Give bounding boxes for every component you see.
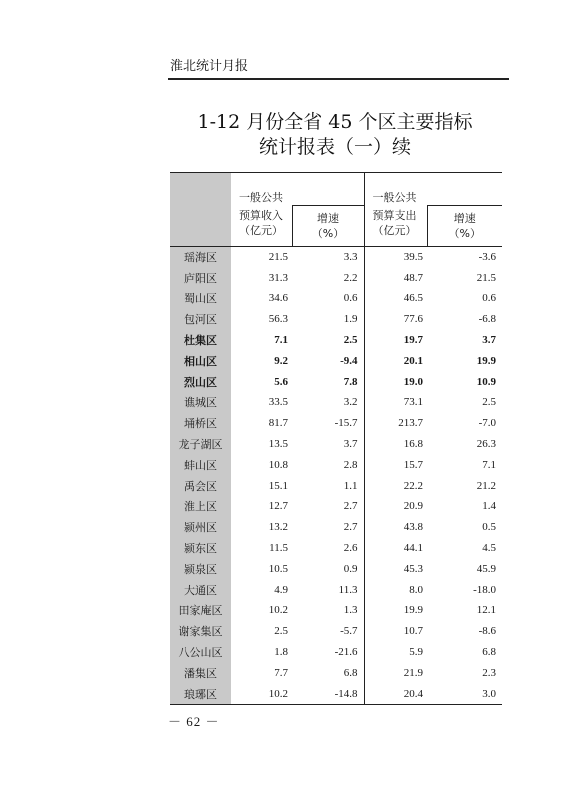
- expenditure-cell: 15.7: [364, 454, 427, 475]
- district-name-cell: 蚌山区: [170, 454, 231, 475]
- revenue-cell: 10.2: [231, 683, 292, 704]
- expenditure-growth-cell: 0.5: [482, 521, 496, 534]
- district-name-cell: 龙子湖区: [170, 434, 231, 455]
- district-name-cell: 大通区: [170, 579, 231, 600]
- revenue-cell: 12.7: [268, 500, 288, 513]
- revenue-cell: 10.5: [268, 562, 288, 575]
- publication-header: 淮北统计月报: [170, 59, 249, 74]
- expenditure-cell: 20.9: [364, 496, 427, 517]
- expenditure-cell: 43.8: [364, 517, 427, 538]
- district-name-cell: 颍州区: [170, 517, 231, 538]
- revenue-cell: 4.9: [274, 583, 288, 596]
- revenue-cell: 2.5: [274, 625, 288, 638]
- revenue-growth-cell: -9.4: [340, 354, 358, 367]
- table-row: [170, 517, 502, 538]
- district-name-cell: 相山区: [170, 350, 231, 371]
- district-name-cell: 包河区: [170, 309, 231, 330]
- table-row: [170, 454, 502, 475]
- page-title: [170, 110, 500, 160]
- revenue-growth-cell: 6.8: [343, 666, 358, 679]
- expenditure-cell: 20.1: [364, 350, 427, 371]
- district-name-cell: 杜集区: [170, 330, 231, 351]
- district-name-cell: 瑶海区: [170, 246, 231, 267]
- expenditure-growth-cell: 10.9: [476, 375, 496, 388]
- revenue-growth-cell: 3.7: [343, 438, 358, 451]
- district-name-cell: 烈山区: [170, 371, 231, 392]
- revenue-growth-cell: -14.8: [292, 683, 364, 704]
- revenue-growth-cell: 0.9: [343, 562, 358, 575]
- expenditure-cell: 77.6: [364, 309, 427, 330]
- table-body: [170, 246, 502, 705]
- table-row: [170, 683, 502, 704]
- expenditure-growth-cell: -6.8: [478, 313, 496, 326]
- expenditure-cell: 19.0: [364, 371, 427, 392]
- revenue-cell: 13.5: [268, 438, 288, 451]
- revenue-growth-cell: 2.6: [343, 542, 358, 555]
- expenditure-header: 预算支出 （亿元）: [364, 206, 427, 247]
- expenditure-growth-cell: 12.1: [476, 604, 496, 617]
- expenditure-cell: 21.9: [364, 662, 427, 683]
- title-line-1: 1-12 月份全省 45 个区主要指标: [197, 111, 473, 133]
- district-name-cell: 田家庵区: [170, 600, 231, 621]
- expenditure-growth-cell: 6.8: [482, 646, 496, 659]
- revenue-growth-cell: 3.2: [343, 396, 358, 409]
- revenue-growth-cell: 2.5: [343, 334, 358, 347]
- expenditure-growth-cell: -8.6: [478, 625, 496, 638]
- revenue-cell: 56.3: [268, 313, 288, 326]
- revenue-growth-cell: 0.6: [343, 292, 358, 305]
- revenue-group-header: 一般公共: [239, 191, 283, 204]
- revenue-cell: 9.2: [274, 354, 288, 367]
- district-name-cell: 淮上区: [170, 496, 231, 517]
- table-row: [170, 309, 502, 330]
- expenditure-cell: 213.7: [364, 413, 427, 434]
- revenue-growth-cell: 1.1: [343, 479, 358, 492]
- title-line-2: 统计报表（一）续: [258, 136, 411, 158]
- revenue-cell: 5.6: [274, 375, 288, 388]
- table-row: [170, 288, 502, 309]
- district-name-cell: 蜀山区: [170, 288, 231, 309]
- expenditure-growth-cell: 3.7: [482, 334, 496, 347]
- expenditure-cell: 5.9: [364, 642, 427, 663]
- district-name-cell: 谯城区: [170, 392, 231, 413]
- expenditure-group-header: 一般公共: [364, 173, 502, 206]
- revenue-growth-cell: 2.7: [343, 500, 358, 513]
- table-row: [170, 621, 502, 642]
- expenditure-growth-cell: -3.6: [478, 250, 496, 263]
- table-header-row: [170, 173, 502, 206]
- expenditure-cell: 73.1: [364, 392, 427, 413]
- revenue-cell: 15.1: [268, 479, 288, 492]
- expenditure-growth-cell: 3.0: [427, 683, 502, 704]
- expenditure-cell: 10.7: [364, 621, 427, 642]
- district-name-cell: 谢家集区: [170, 621, 231, 642]
- expenditure-growth-cell: 2.3: [482, 666, 496, 679]
- revenue-cell: 31.3: [268, 271, 288, 284]
- expenditure-growth-cell: 2.5: [482, 396, 496, 409]
- table-row: [170, 413, 502, 434]
- district-name-cell: 禹会区: [170, 475, 231, 496]
- revenue-cell: 21.5: [268, 250, 288, 263]
- revenue-growth-cell: 11.3: [338, 583, 358, 596]
- expenditure-growth-cell: 21.2: [476, 479, 496, 492]
- revenue-growth-cell: 1.3: [343, 604, 358, 617]
- revenue-cell: 1.8: [274, 646, 288, 659]
- expenditure-cell: 39.5: [364, 246, 427, 267]
- expenditure-growth-cell: 1.4: [482, 500, 496, 513]
- revenue-growth-cell: 3.3: [343, 250, 358, 263]
- expenditure-cell: 16.8: [364, 434, 427, 455]
- revenue-header: 预算收入 （亿元）: [239, 208, 283, 237]
- expenditure-cell: 19.7: [364, 330, 427, 351]
- revenue-growth-cell: 2.7: [343, 521, 358, 534]
- revenue-growth-cell: -21.6: [334, 646, 358, 659]
- revenue-growth-cell: 1.9: [343, 313, 358, 326]
- revenue-growth-cell: 2.8: [343, 458, 358, 471]
- table-row: [170, 392, 502, 413]
- revenue-growth-cell: -15.7: [334, 417, 358, 430]
- revenue-growth-header: 增速 （%）: [292, 206, 364, 247]
- table-row: [170, 558, 502, 579]
- table-row: [170, 371, 502, 392]
- revenue-cell: 33.5: [268, 396, 288, 409]
- revenue-cell: 7.7: [274, 666, 288, 679]
- expenditure-growth-cell: 7.1: [482, 458, 496, 471]
- table-row: [170, 496, 502, 517]
- district-name-cell: 潘集区: [170, 662, 231, 683]
- revenue-cell: 13.2: [268, 521, 288, 534]
- expenditure-cell: 46.5: [364, 288, 427, 309]
- revenue-cell: 11.5: [269, 542, 288, 555]
- district-name-cell: 颍东区: [170, 538, 231, 559]
- table-row: [170, 267, 502, 288]
- expenditure-growth-cell: 21.5: [476, 271, 496, 284]
- expenditure-growth-cell: 19.9: [476, 354, 496, 367]
- district-name-cell: 埇桥区: [170, 413, 231, 434]
- revenue-cell: 81.7: [268, 417, 288, 430]
- table-row: [170, 246, 502, 267]
- page-number: － 62 －: [168, 714, 220, 729]
- header-blank-cell: [170, 173, 231, 247]
- revenue-growth-cell: -5.7: [340, 625, 358, 638]
- revenue-cell: 7.1: [274, 334, 288, 347]
- expenditure-growth-cell: -18.0: [473, 583, 496, 596]
- expenditure-growth-header: 增速 （%）: [427, 206, 502, 247]
- expenditure-cell: 48.7: [364, 267, 427, 288]
- table-row: [170, 662, 502, 683]
- expenditure-cell: 45.3: [364, 558, 427, 579]
- expenditure-cell: 20.4: [364, 683, 427, 704]
- expenditure-growth-cell: 45.9: [476, 562, 496, 575]
- district-name-cell: 颍泉区: [170, 558, 231, 579]
- district-stats-table: [170, 172, 502, 705]
- header-rule: [168, 78, 509, 80]
- expenditure-growth-cell: 4.5: [482, 542, 496, 555]
- expenditure-cell: 19.9: [364, 600, 427, 621]
- district-name-cell: 庐阳区: [170, 267, 231, 288]
- expenditure-growth-cell: 0.6: [482, 292, 496, 305]
- revenue-cell: 10.8: [268, 458, 288, 471]
- revenue-growth-cell: 2.2: [343, 271, 358, 284]
- table-row: [170, 330, 502, 351]
- district-name-cell: 琅琊区: [170, 683, 231, 704]
- table-row: [170, 538, 502, 559]
- expenditure-cell: 8.0: [364, 579, 427, 600]
- revenue-cell: 10.2: [268, 604, 288, 617]
- district-name-cell: 八公山区: [170, 642, 231, 663]
- expenditure-cell: 44.1: [364, 538, 427, 559]
- table-row: [170, 579, 502, 600]
- table-row: [170, 600, 502, 621]
- table-row: [170, 475, 502, 496]
- table-row: [170, 642, 502, 663]
- revenue-cell: 34.6: [268, 292, 288, 305]
- expenditure-growth-cell: -7.0: [478, 417, 496, 430]
- table-row: [170, 434, 502, 455]
- expenditure-growth-cell: 26.3: [476, 438, 496, 451]
- table-row: [170, 350, 502, 371]
- expenditure-cell: 22.2: [364, 475, 427, 496]
- revenue-growth-cell: 7.8: [343, 375, 358, 388]
